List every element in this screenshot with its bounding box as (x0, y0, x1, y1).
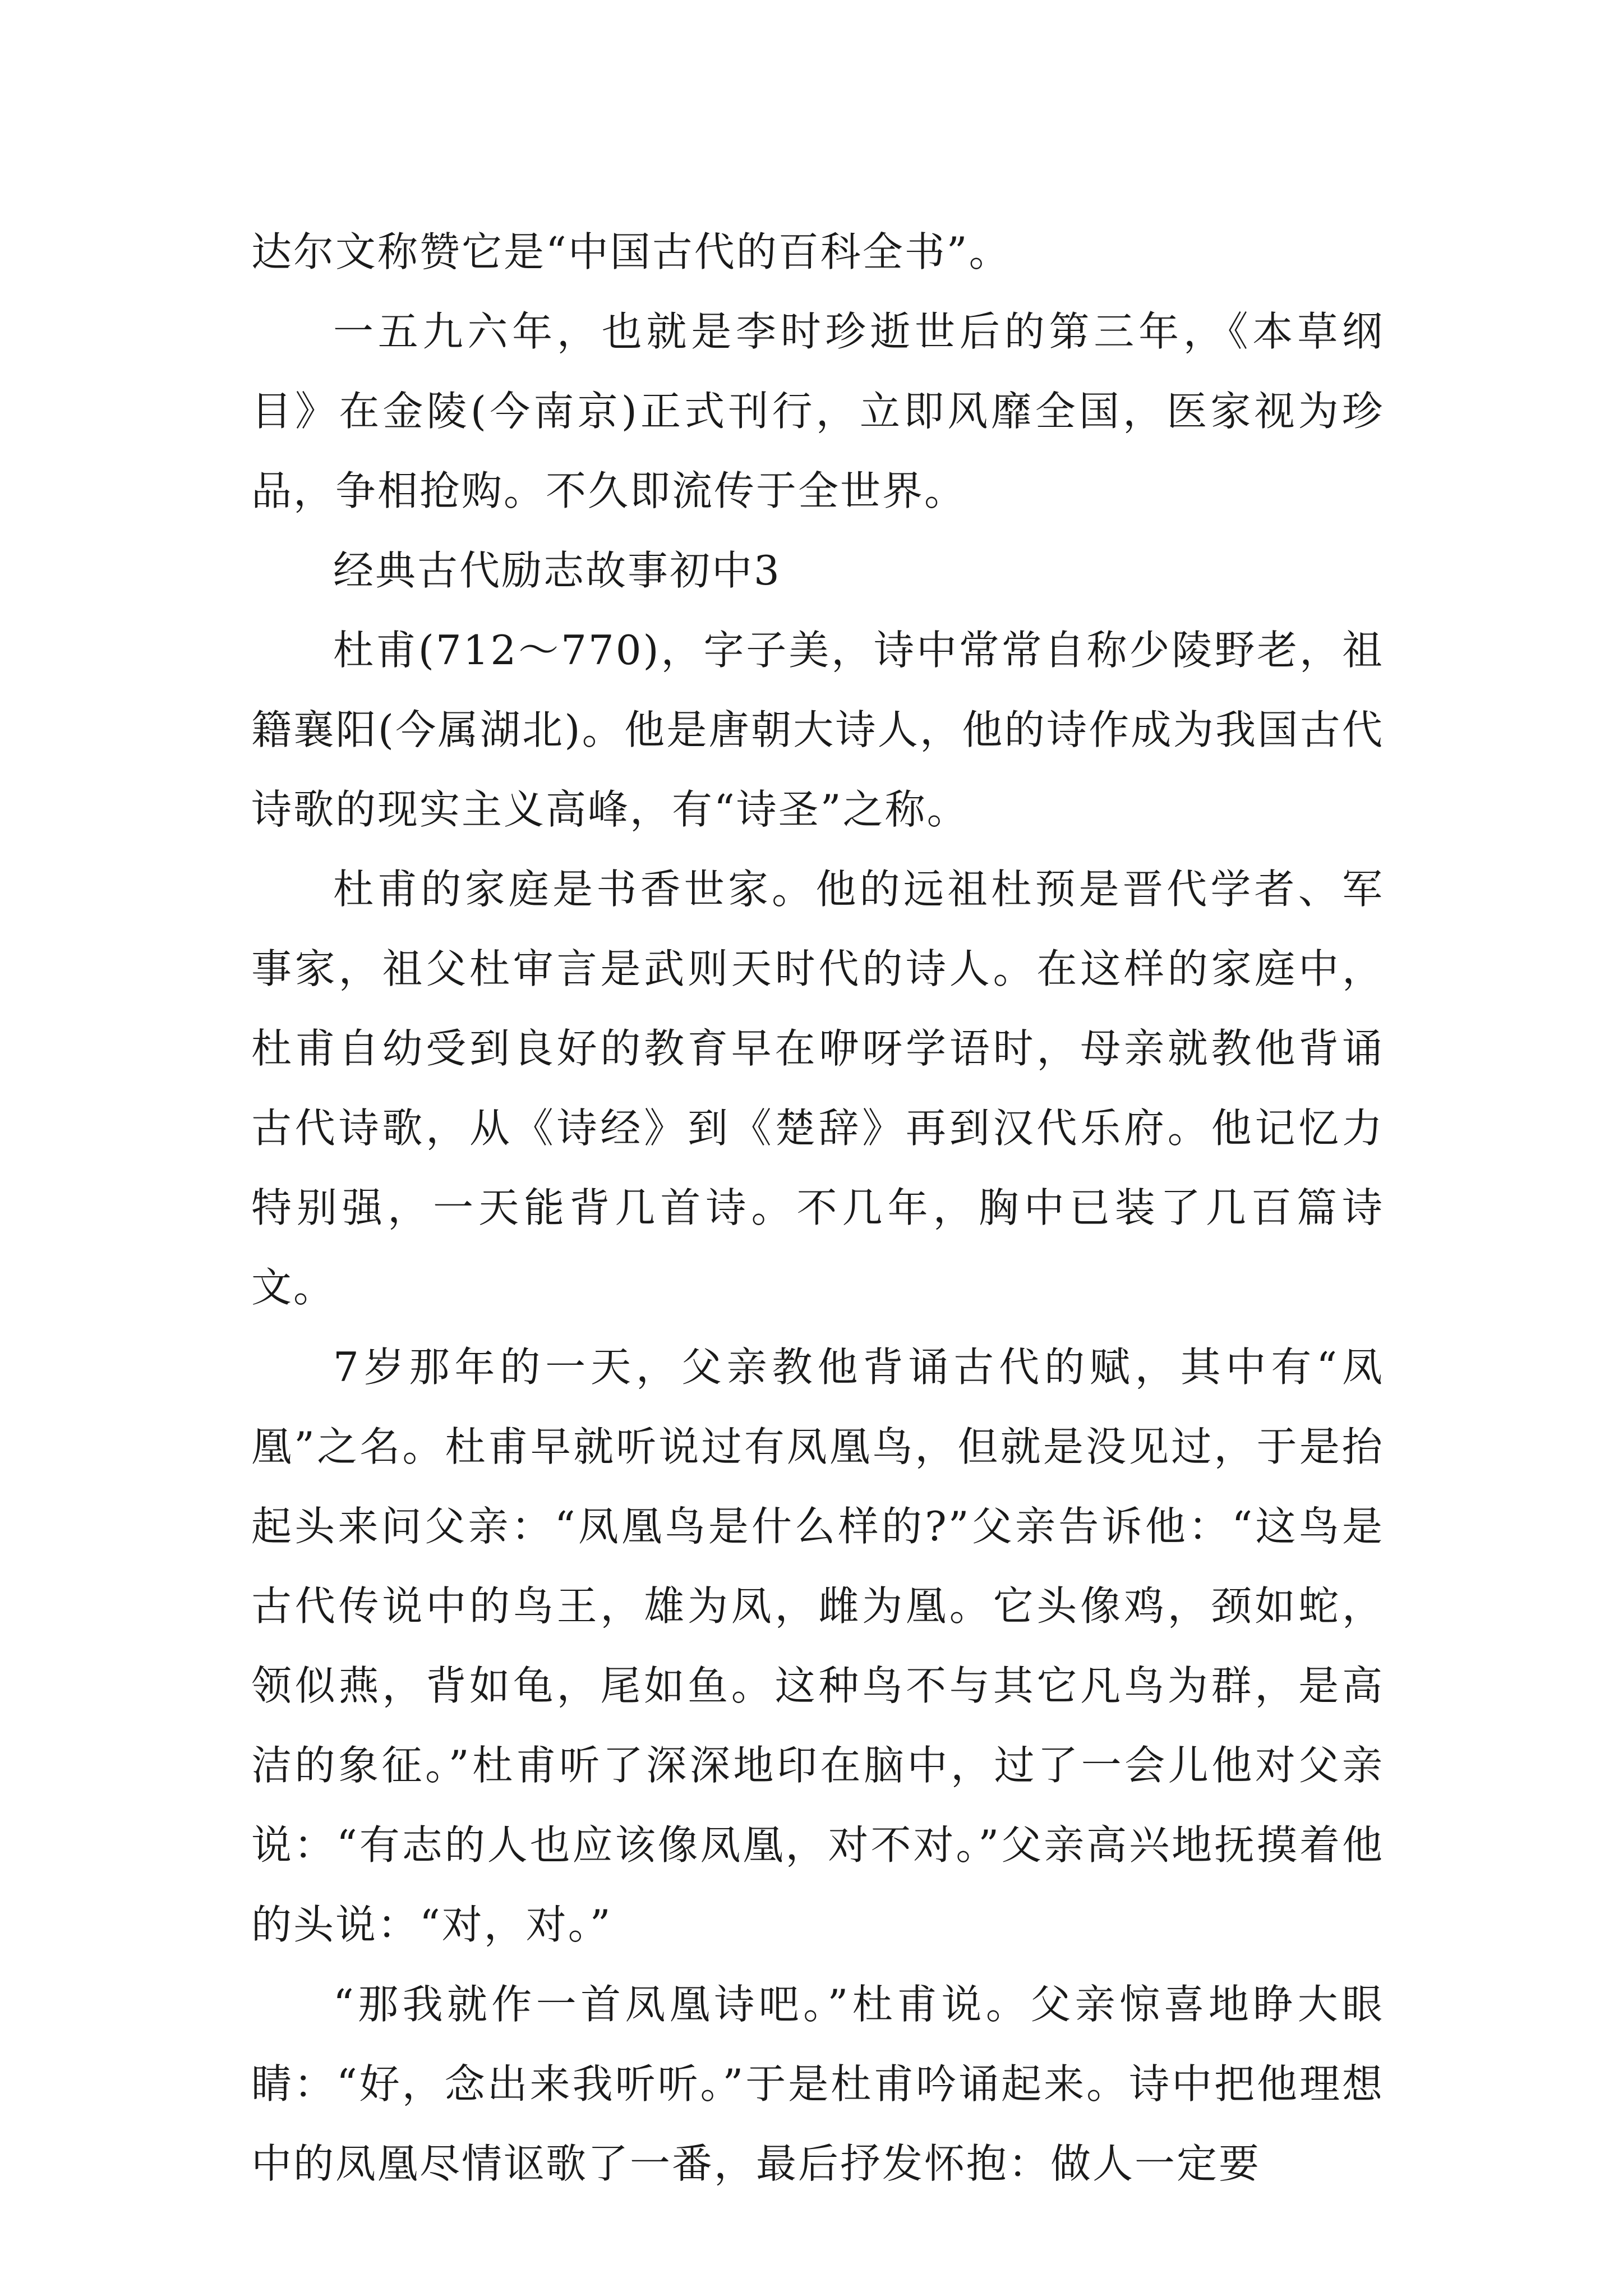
document-body (251, 212, 1384, 2203)
section-heading: 经典古代励志故事初中3 (333, 547, 781, 594)
paragraph-du-fu-intro: 杜甫(712～770)，字子美，诗中常常自称少陵野老，祖籍襄阳(今属湖北)。他是唐朝大诗人，他的诗作成为我国古代诗歌的现实主义高峰，有“诗圣”之称。 (251, 627, 1384, 833)
paragraph-du-fu-family: 杜甫的家庭是书香世家。他的远祖杜预是晋代学者、军事家，祖父杜审言是武则天时代的诗人。在这样的家庭中，杜甫自幼受到良好的教育早在咿呀学语时，母亲就教他背诵古代诗歌，从《诗经》到《楚辞》再到汉代乐府。他记忆力特别强，一天能背几首诗。不几年，胸中已装了几百篇诗文。 (251, 866, 1384, 1311)
paragraph-phoenix-poem: “那我就作一首凤凰诗吧。”杜甫说。父亲惊喜地睁大眼睛：“好，念出来我听听。”于是杜甫吟诵起来。诗中把他理想中的凤凰尽情讴歌了一番，最后抒发怀抱：做人一定要 (251, 1981, 1384, 2187)
paragraph-phoenix-story: 7岁那年的一天，父亲教他背诵古代的赋，其中有“凤凰”之名。杜甫早就听说过有凤凰鸟，但就是没见过，于是抬起头来问父亲：“凤凰鸟是什么样的?”父亲告诉他：“这鸟是古代传说中的鸟王，雄为凤，雌为凰。它头像鸡，颈如蛇，领似燕，背如龟，尾如鱼。这种鸟不与其它凡鸟为群，是高洁的象征。”杜甫听了深深地印在脑中，过了一会儿他对父亲说：“有志的人也应该像凤凰，对不对。”父亲高兴地抚摸着他的头说：“对，对。” (251, 1343, 1384, 1948)
paragraph-continuation: 达尔文称赞它是“中国古代的百科全书”。 (251, 228, 1011, 275)
paragraph-bencao-publication: 一五九六年，也就是李时珍逝世后的第三年，《本草纲目》在金陵(今南京)正式刊行，立即风靡全国，医家视为珍品，争相抢购。不久即流传于全世界。 (251, 308, 1384, 514)
